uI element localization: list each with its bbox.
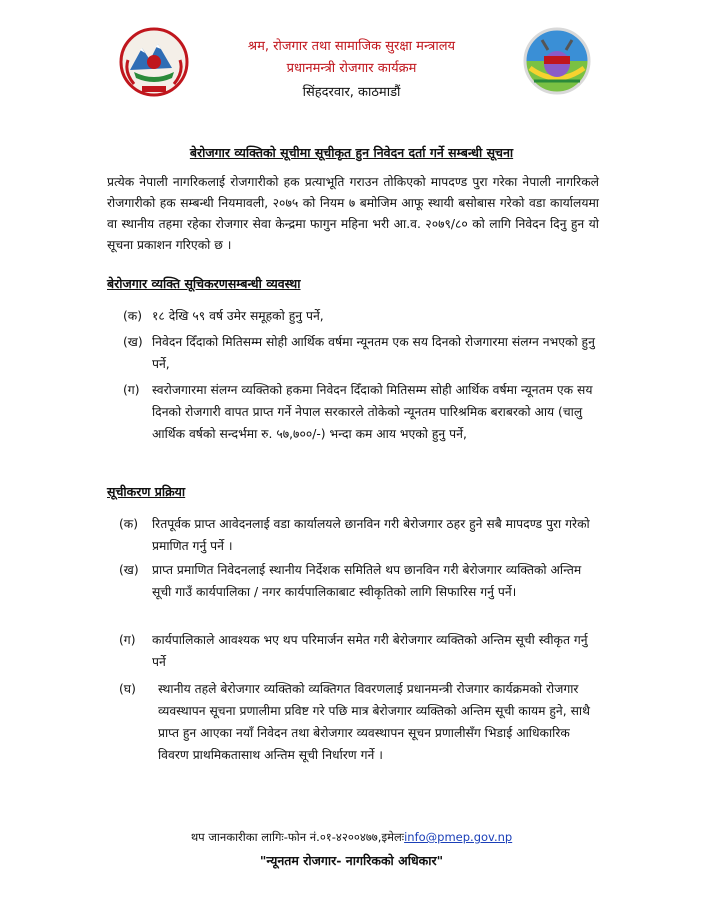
contact-prefix: थप जानकारीका लागिः-फोन नं.०१-४२००४७७,इमेलः	[190, 830, 405, 844]
pmep-logo-icon	[522, 26, 592, 96]
list-item-text: रितपूर्वक प्राप्त आवेदनलाई वडा कार्यालयले छानविन गरी बेरोजगार ठहर हुने सबै मापदण्ड पुरा गरेको प्रमाणित गर्नु पर्ने ।	[152, 517, 590, 553]
office-address: सिंहदरवार, काठमाडौं	[302, 85, 401, 100]
list-item-mark: (ख)	[123, 335, 143, 349]
pmep-logo	[522, 26, 592, 96]
section-procedure-heading: सूचीकरण प्रक्रिया	[107, 484, 186, 499]
list-item-text: स्वरोजगारमा संलग्न व्यक्तिको हकमा निवेदन दिँदाको मितिसम्म सोही आर्थिक वर्षमा न्यूनतम एक सय दिनको रोजगारी वापत प्राप्त गर्ने नेपाल सरकारले तोकेको न्यूनतम पारिश्रमिक बराबरको आय (चालु आर्थिक वर्षको सन्दर्भमा रु. ५७,७००/-) भन्दा कम आय भएको हुनु पर्ने,	[152, 383, 593, 441]
list-item-mark: (घ)	[119, 682, 136, 696]
intro-paragraph: प्रत्येक नेपाली नागरिकलाई रोजगारीको हक प्रत्याभूति गराउन तोकिएको मापदण्ड पुरा गरेका नेपाली नागरिकले रोजगारीको हक सम्बन्धी नियमावली, २०७५ को नियम ७ बमोजिम आफू स्थायी बसोबास गरेको वडा कार्यालयमा वा स्थानीय तहमा रहेका रोजगार सेवा केन्द्रमा फागुन महिना भरी आ.व. २०७९/८० को लागि निवेदन दिनु हुन यो सूचना प्रकाशन गरिएको छ ।	[107, 175, 599, 252]
list-item-mark: (क)	[123, 309, 143, 323]
slogan: "न्यूनतम रोजगार- नागरिकको अधिकार"	[259, 853, 444, 868]
list-item-text: कार्यपालिकाले आवश्यक भए थप परिमार्जन समेत गरी बेरोजगार व्यक्तिको अन्तिम सूची स्वीकृत गर्नु पर्ने	[152, 633, 588, 669]
list-item-mark: (क)	[119, 517, 139, 531]
list-item-text: १८ देखि ५९ वर्ष उमेर समूहको हुनु पर्ने,	[152, 309, 324, 323]
list-item-mark: (ख)	[119, 563, 139, 577]
notice-title-text: बेरोजगार व्यक्तिको सूचीमा सूचीकृत हुन निवेदन दर्ता गर्ने सम्बन्धी सूचना	[189, 145, 514, 160]
list-item-text: स्थानीय तहले बेरोजगार व्यक्तिको व्यक्तिगत विवरणलाई प्रधानमन्त्री रोजगार कार्यक्रमको रोजगार व्यवस्थापन सूचना प्रणालीमा प्रविष्ट गरे पछि मात्र बेरोजगार व्यक्तिको अन्तिम सूची कायम हुने, साथै प्राप्त हुन आएका नयाँ निवेदन तथा बेरोजगार व्यवस्थापन सूचन प्रणालीसँग भिडाई आधिकारिक विवरण प्राथमिकतासाथ अन्तिम सूची निर्धारण गर्ने ।	[158, 682, 590, 762]
list-item-text: प्राप्त प्रमाणित निवेदनलाई स्थानीय निर्देशक समितिले थप छानविन गरी बेरोजगार व्यक्तिको अन्तिम सूची गाउँ कार्यपालिका / नगर कार्यपालिकाबाट स्वीकृतिको लागि सिफारिस गर्नु पर्ने।	[152, 563, 582, 599]
ministry-name: श्रम, रोजगार तथा सामाजिक सुरक्षा मन्त्रालय	[247, 39, 456, 54]
contact-line	[0, 830, 703, 845]
programme-name: प्रधानमन्त्री रोजगार कार्यक्रम	[286, 61, 417, 76]
list-item-mark: (ग)	[119, 633, 136, 647]
notice-title	[0, 144, 703, 161]
list-item-text: निवेदन दिँदाको मितिसम्म सोही आर्थिक वर्षमा न्यूनतम एक सय दिनको रोजगारमा संलग्न नभएको हुनु पर्ने,	[152, 335, 595, 371]
list-item-mark: (ग)	[123, 383, 140, 397]
section-eligibility-heading: बेरोजगार व्यक्ति सूचिकरणसम्बन्धी व्यवस्था	[107, 276, 301, 291]
email-link[interactable]: info@pmep.gov.np	[404, 830, 513, 844]
